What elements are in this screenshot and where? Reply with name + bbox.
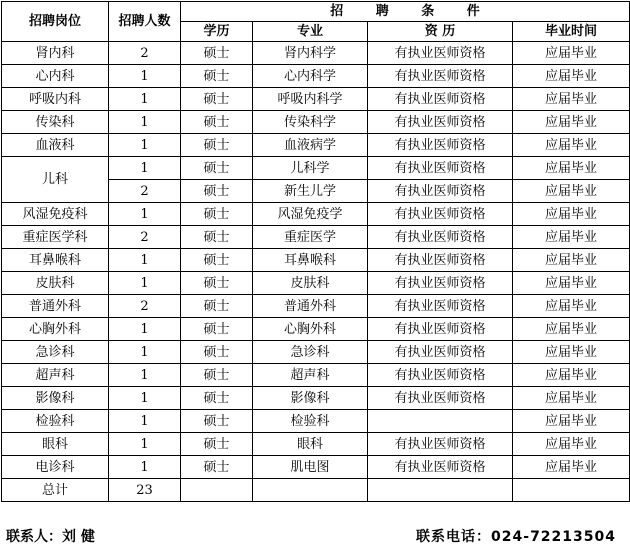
- cell-graduation: 应届毕业: [513, 272, 630, 295]
- cell-position: 呼吸内科: [2, 88, 109, 111]
- table-row: [2, 456, 630, 479]
- cell-education: 硕士: [181, 341, 253, 364]
- cell-position: 影像科: [2, 387, 109, 410]
- cell-graduation: 应届毕业: [513, 42, 630, 65]
- cell-major: 肌电图: [253, 456, 368, 479]
- cell-count: 1: [109, 134, 181, 157]
- cell-count: 1: [109, 456, 181, 479]
- cell-graduation: 应届毕业: [513, 203, 630, 226]
- cell-education: 硕士: [181, 157, 253, 180]
- cell-education: 硕士: [181, 88, 253, 111]
- cell-major: 肾内科学: [253, 42, 368, 65]
- table-row: [2, 203, 630, 226]
- cell-graduation: 应届毕业: [513, 456, 630, 479]
- cell-count: 2: [109, 295, 181, 318]
- header-conditions-text: 招 聘 条 件: [330, 4, 494, 19]
- cell-position: 重症医学科: [2, 226, 109, 249]
- cell-qualification: 有执业医师资格: [368, 341, 513, 364]
- cell-position: 血液科: [2, 134, 109, 157]
- cell-major: 心胸外科: [253, 318, 368, 341]
- cell-major: 皮肤科: [253, 272, 368, 295]
- cell-major: 呼吸内科学: [253, 88, 368, 111]
- cell-graduation: 应届毕业: [513, 341, 630, 364]
- header-major: 专业: [253, 22, 368, 42]
- cell-major: 超声科: [253, 364, 368, 387]
- table-row: [2, 387, 630, 410]
- cell-position: 耳鼻喉科: [2, 249, 109, 272]
- cell-count: 1: [109, 410, 181, 433]
- cell-position: 风湿免疫科: [2, 203, 109, 226]
- total-row: [2, 479, 630, 502]
- cell-graduation: 应届毕业: [513, 318, 630, 341]
- cell-major: 急诊科: [253, 341, 368, 364]
- cell-education: 硕士: [181, 42, 253, 65]
- cell-position: 眼科: [2, 433, 109, 456]
- cell-education: 硕士: [181, 272, 253, 295]
- cell-qualification: 有执业医师资格: [368, 387, 513, 410]
- cell-qualification: 有执业医师资格: [368, 364, 513, 387]
- cell-major: 影像科: [253, 387, 368, 410]
- cell-education: 硕士: [181, 456, 253, 479]
- cell-qualification: 有执业医师资格: [368, 65, 513, 88]
- cell-qualification: 有执业医师资格: [368, 318, 513, 341]
- header-conditions: [181, 2, 630, 22]
- cell-qualification: 有执业医师资格: [368, 134, 513, 157]
- cell-graduation: 应届毕业: [513, 180, 630, 203]
- cell-qualification: 有执业医师资格: [368, 157, 513, 180]
- cell-education: 硕士: [181, 180, 253, 203]
- cell-count: 2: [109, 226, 181, 249]
- empty-cell: [181, 479, 253, 502]
- cell-major: 普通外科: [253, 295, 368, 318]
- table-row: [2, 42, 630, 65]
- cell-education: 硕士: [181, 318, 253, 341]
- cell-major: 重症医学: [253, 226, 368, 249]
- cell-qualification: 有执业医师资格: [368, 88, 513, 111]
- cell-count: 1: [109, 387, 181, 410]
- cell-education: 硕士: [181, 203, 253, 226]
- contact-footer: [6, 525, 622, 547]
- cell-education: 硕士: [181, 364, 253, 387]
- table-body: [2, 42, 630, 502]
- cell-qualification: 有执业医师资格: [368, 433, 513, 456]
- cell-qualification: 有执业医师资格: [368, 272, 513, 295]
- cell-major: 风湿免疫学: [253, 203, 368, 226]
- table-row: [2, 134, 630, 157]
- table-row: [2, 272, 630, 295]
- cell-qualification: 有执业医师资格: [368, 42, 513, 65]
- cell-graduation: 应届毕业: [513, 433, 630, 456]
- cell-qualification: 有执业医师资格: [368, 203, 513, 226]
- cell-education: 硕士: [181, 226, 253, 249]
- header-qualification: 资 历: [368, 22, 513, 42]
- cell-education: 硕士: [181, 433, 253, 456]
- cell-count: 1: [109, 157, 181, 180]
- table-row: [2, 111, 630, 134]
- cell-graduation: 应届毕业: [513, 295, 630, 318]
- empty-cell: [368, 479, 513, 502]
- cell-graduation: 应届毕业: [513, 134, 630, 157]
- table-row: [2, 88, 630, 111]
- cell-position: 皮肤科: [2, 272, 109, 295]
- cell-count: 1: [109, 364, 181, 387]
- cell-graduation: 应届毕业: [513, 249, 630, 272]
- cell-graduation: 应届毕业: [513, 387, 630, 410]
- cell-count: 1: [109, 65, 181, 88]
- cell-education: 硕士: [181, 65, 253, 88]
- cell-education: 硕士: [181, 249, 253, 272]
- cell-graduation: 应届毕业: [513, 364, 630, 387]
- cell-qualification: 有执业医师资格: [368, 226, 513, 249]
- contact-phone: 联系电话：024-72213504: [416, 529, 616, 545]
- table-row: [2, 295, 630, 318]
- cell-count: 1: [109, 318, 181, 341]
- table-row: [2, 364, 630, 387]
- cell-qualification: [368, 410, 513, 433]
- cell-position: 检验科: [2, 410, 109, 433]
- total-count: 23: [109, 479, 181, 502]
- table-row: [2, 249, 630, 272]
- table-row: [2, 318, 630, 341]
- cell-graduation: 应届毕业: [513, 111, 630, 134]
- header-count: 招聘人数: [109, 2, 181, 42]
- cell-education: 硕士: [181, 295, 253, 318]
- cell-qualification: 有执业医师资格: [368, 111, 513, 134]
- cell-count: 1: [109, 433, 181, 456]
- cell-position: 传染科: [2, 111, 109, 134]
- cell-major: 耳鼻喉科: [253, 249, 368, 272]
- cell-count: 1: [109, 249, 181, 272]
- cell-qualification: 有执业医师资格: [368, 295, 513, 318]
- cell-position: 肾内科: [2, 42, 109, 65]
- cell-position: 心胸外科: [2, 318, 109, 341]
- cell-graduation: 应届毕业: [513, 410, 630, 433]
- table-row: [2, 226, 630, 249]
- cell-major: 心内科学: [253, 65, 368, 88]
- cell-major: 儿科学: [253, 157, 368, 180]
- cell-count: 1: [109, 341, 181, 364]
- table-row: [2, 157, 630, 180]
- cell-major: 新生儿学: [253, 180, 368, 203]
- header-graduation: 毕业时间: [513, 22, 630, 42]
- contact-person: 联系人：刘 健: [6, 529, 95, 545]
- cell-count: 1: [109, 111, 181, 134]
- cell-count: 1: [109, 203, 181, 226]
- cell-position: 急诊科: [2, 341, 109, 364]
- cell-count: 2: [109, 42, 181, 65]
- empty-cell: [513, 479, 630, 502]
- cell-qualification: 有执业医师资格: [368, 180, 513, 203]
- cell-graduation: 应届毕业: [513, 226, 630, 249]
- cell-qualification: 有执业医师资格: [368, 249, 513, 272]
- cell-count: 1: [109, 88, 181, 111]
- cell-position: 电诊科: [2, 456, 109, 479]
- table-row: [2, 341, 630, 364]
- cell-position: 超声科: [2, 364, 109, 387]
- cell-education: 硕士: [181, 410, 253, 433]
- cell-graduation: 应届毕业: [513, 65, 630, 88]
- cell-education: 硕士: [181, 387, 253, 410]
- table-row: [2, 65, 630, 88]
- cell-major: 血液病学: [253, 134, 368, 157]
- cell-count: 1: [109, 272, 181, 295]
- cell-graduation: 应届毕业: [513, 88, 630, 111]
- header-education: 学历: [181, 22, 253, 42]
- cell-graduation: 应届毕业: [513, 157, 630, 180]
- cell-major: 检验科: [253, 410, 368, 433]
- cell-position: 心内科: [2, 65, 109, 88]
- table-row: [2, 410, 630, 433]
- table-row: [2, 433, 630, 456]
- recruitment-table: [1, 1, 630, 502]
- cell-education: 硕士: [181, 134, 253, 157]
- empty-cell: [253, 479, 368, 502]
- cell-major: 眼科: [253, 433, 368, 456]
- cell-position: 儿科: [2, 157, 109, 203]
- cell-education: 硕士: [181, 111, 253, 134]
- cell-major: 传染科学: [253, 111, 368, 134]
- cell-position: 普通外科: [2, 295, 109, 318]
- total-label: 总计: [2, 479, 109, 502]
- cell-qualification: 有执业医师资格: [368, 456, 513, 479]
- cell-count: 2: [109, 180, 181, 203]
- header-position: 招聘岗位: [2, 2, 109, 42]
